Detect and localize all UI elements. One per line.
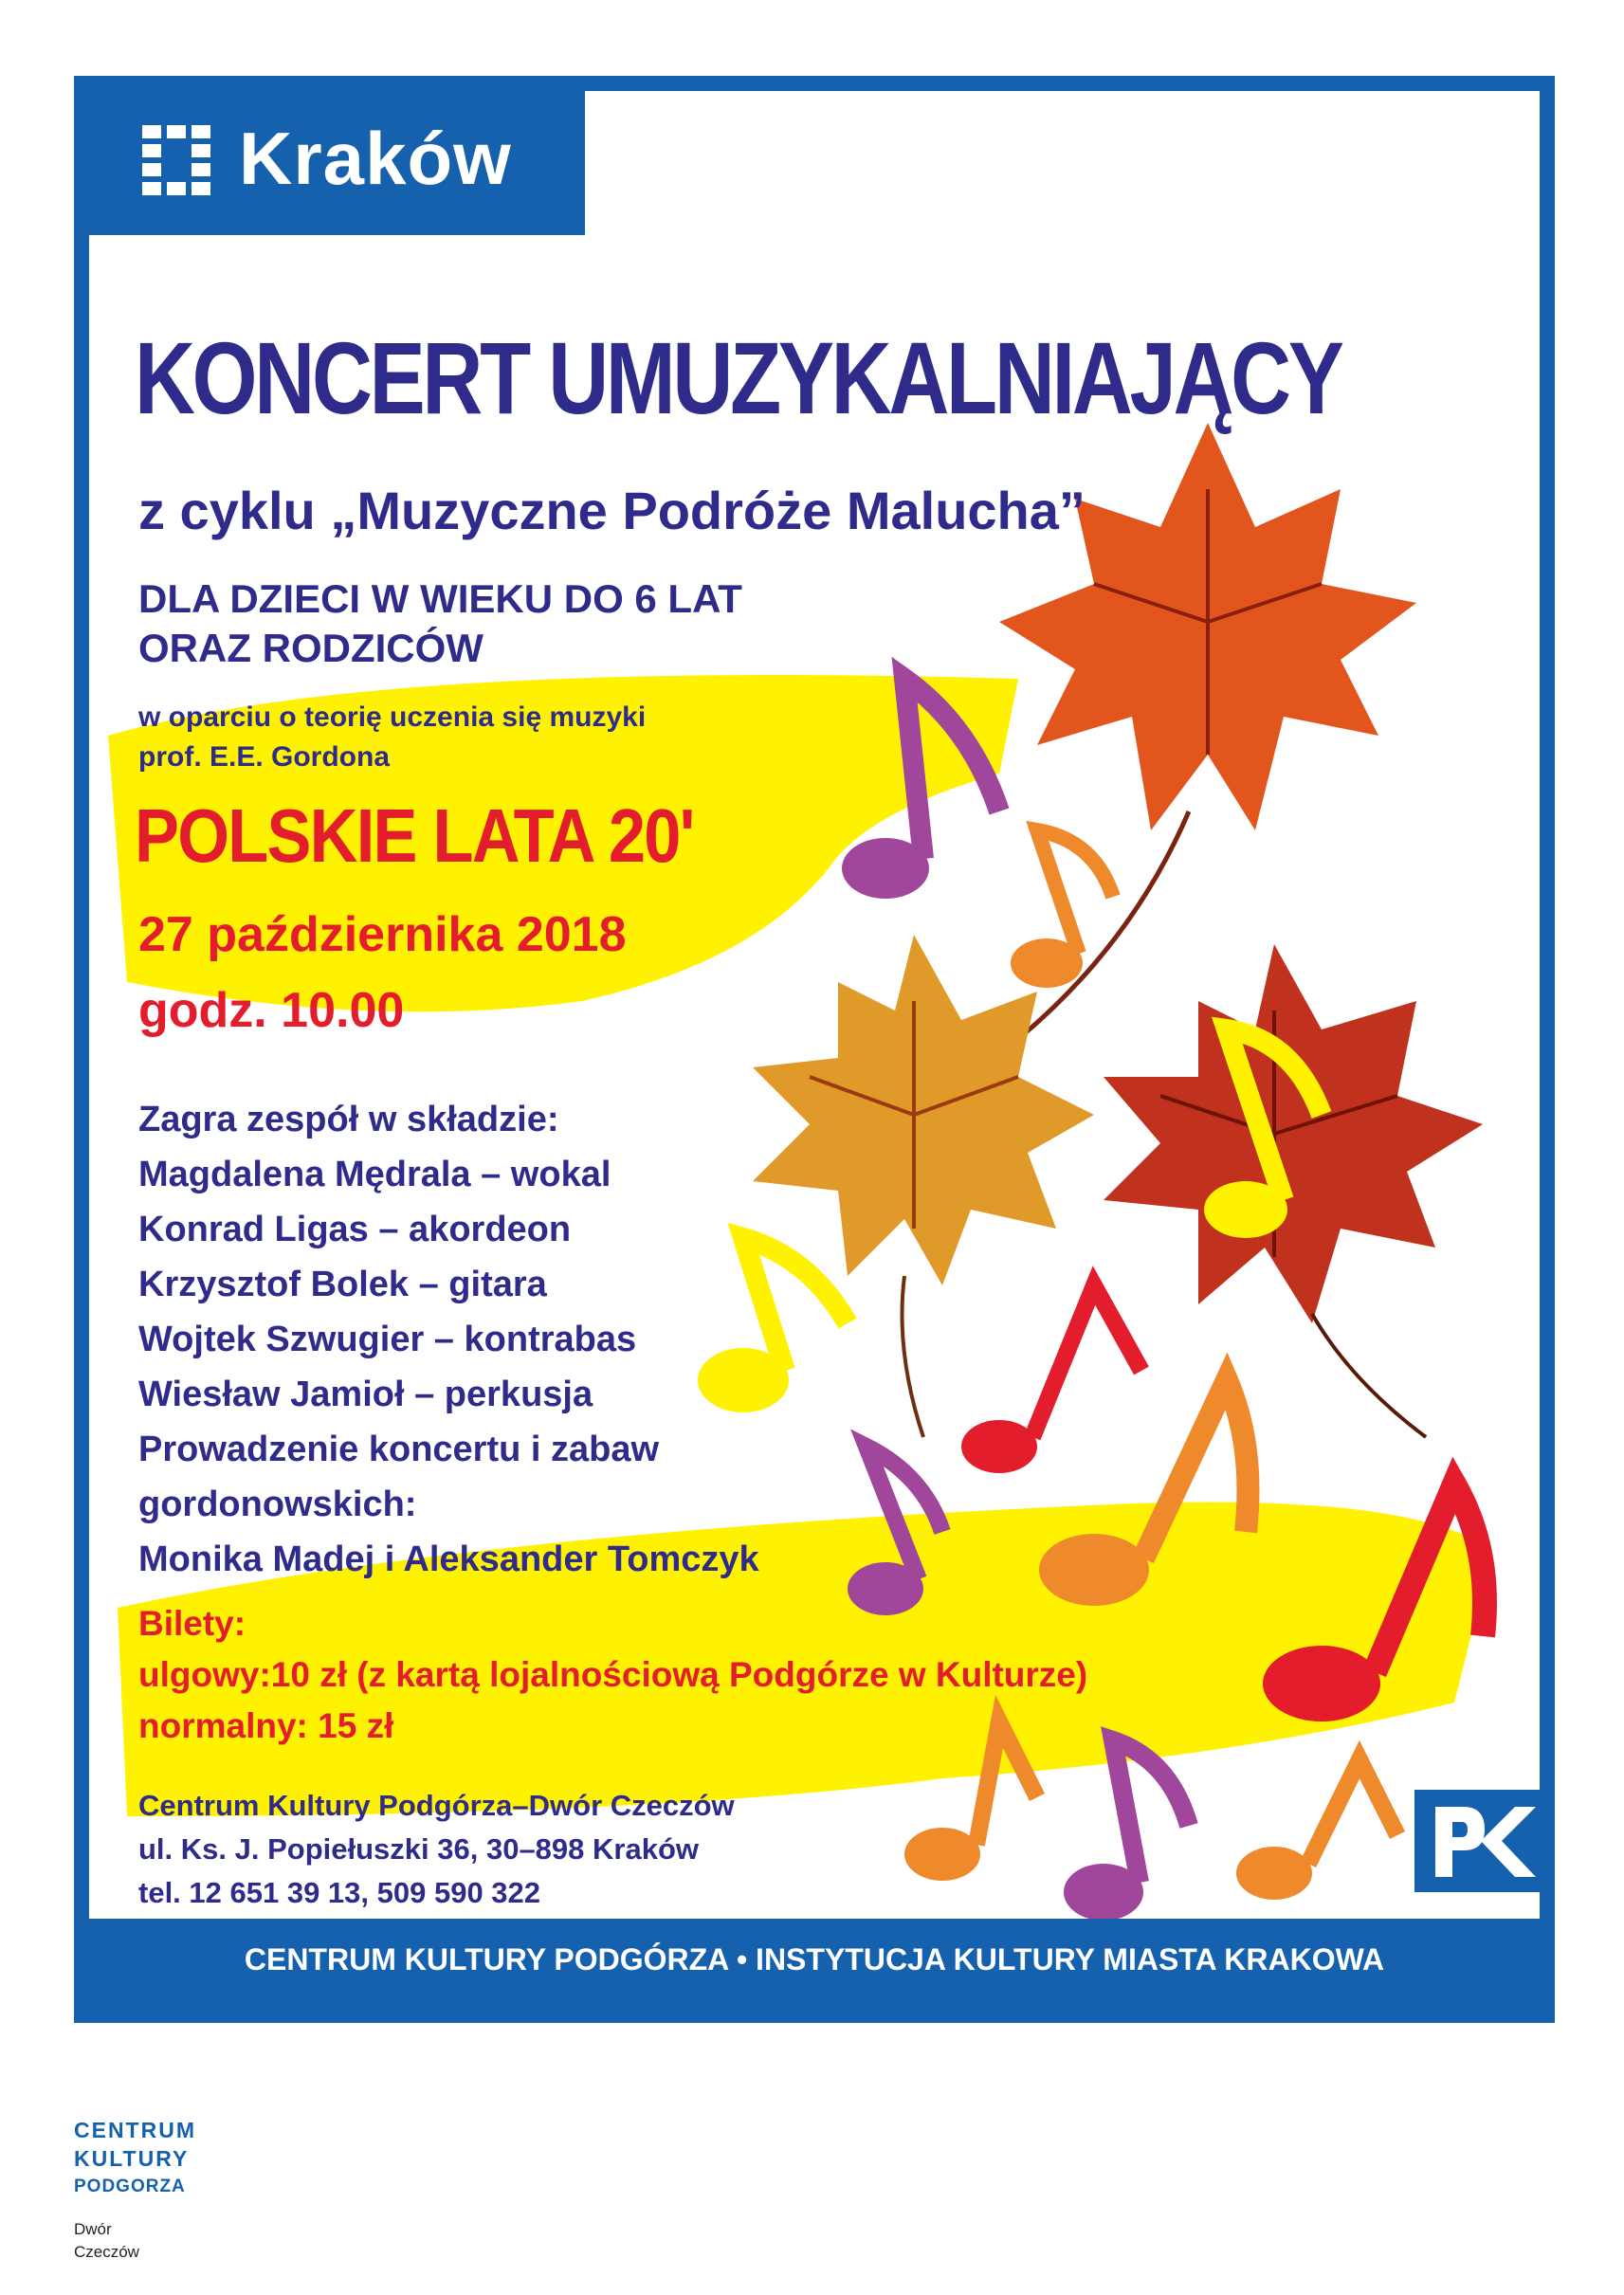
ck-podgorza-logo bbox=[74, 2116, 196, 2201]
pk-logo-icon bbox=[1414, 1790, 1545, 1892]
tickets-info bbox=[138, 1598, 1087, 1752]
logo-line: KULTURY bbox=[74, 2146, 190, 2171]
ck-dwor-czeczow-label bbox=[74, 2218, 139, 2264]
music-note-icon bbox=[848, 1447, 942, 1615]
krakow-grid-icon bbox=[142, 125, 210, 197]
ticket-normal: normalny: 15 zł bbox=[138, 1706, 394, 1745]
band-line: Wojtek Szwugier – kontrabas bbox=[138, 1320, 637, 1359]
band-line: Monika Madej i Aleksander Tomczyk bbox=[138, 1539, 759, 1579]
event-date: 27 października 2018 bbox=[138, 907, 627, 962]
band-list bbox=[138, 1092, 759, 1587]
krakow-logo-bar bbox=[89, 91, 585, 235]
tickets-heading: Bilety: bbox=[138, 1604, 246, 1643]
method-line: w oparciu o teorię uczenia się muzyki bbox=[138, 701, 647, 733]
event-time: godz. 10.00 bbox=[138, 983, 405, 1038]
contact-name: Centrum Kultury Podgórza–Dwór Czeczów bbox=[138, 1789, 735, 1822]
logo-line: Dwór bbox=[74, 2220, 112, 2238]
band-line: gordonowskich: bbox=[138, 1484, 417, 1524]
music-note-icon bbox=[961, 1285, 1141, 1473]
band-line: Zagra zespół w składzie: bbox=[138, 1100, 559, 1139]
maple-leaf-icon bbox=[753, 935, 1094, 1437]
music-note-icon bbox=[1263, 1484, 1485, 1721]
logo-line: Czeczów bbox=[74, 2243, 139, 2261]
band-line: Prowadzenie koncertu i zabaw bbox=[138, 1430, 660, 1469]
music-note-icon bbox=[1236, 1759, 1397, 1900]
band-line: Magdalena Mędrala – wokal bbox=[138, 1155, 611, 1194]
logo-line: CENTRUM bbox=[74, 2118, 196, 2142]
event-title: KONCERT UMUZYKALNIAJĄCY bbox=[135, 320, 1341, 435]
event-subtitle: z cyklu „Muzyczne Podróże Malucha” bbox=[138, 481, 1086, 540]
band-line: Konrad Ligas – akordeon bbox=[138, 1210, 572, 1249]
poster-footer: CENTRUM KULTURY PODGÓRZA • INSTYTUCJA KULTURY MIASTA KRAKOWA bbox=[89, 1919, 1540, 2008]
band-line: Krzysztof Bolek – gitara bbox=[138, 1265, 547, 1304]
audience-line: DLA DZIECI W WIEKU DO 6 LAT bbox=[138, 576, 742, 621]
krakow-logo-text: Kraków bbox=[239, 117, 512, 200]
music-note-icon bbox=[1011, 830, 1113, 988]
maple-leaf-icon bbox=[1104, 944, 1483, 1437]
logo-line: PODGORZA bbox=[74, 2177, 186, 2196]
poster-frame bbox=[74, 76, 1555, 2023]
audience-line: ORAZ RODZICÓW bbox=[138, 626, 484, 670]
music-note-icon bbox=[842, 679, 999, 899]
band-line: Wiesław Jamioł – perkusja bbox=[138, 1375, 593, 1414]
audience-info bbox=[138, 574, 742, 673]
contact-phone: tel. 12 651 39 13, 509 590 322 bbox=[138, 1876, 541, 1909]
ticket-reduced: ulgowy:10 zł (z kartą lojalnościową Podgórze w Kulturze) bbox=[138, 1655, 1088, 1694]
show-name: POLSKIE LATA 20' bbox=[135, 793, 694, 878]
method-line: prof. E.E. Gordona bbox=[138, 741, 391, 773]
method-info bbox=[138, 698, 646, 777]
music-note-icon bbox=[1064, 1740, 1189, 1921]
music-note-icon bbox=[1039, 1380, 1249, 1606]
contact-address: ul. Ks. J. Popiełuszki 36, 30–898 Kraków bbox=[138, 1832, 699, 1866]
